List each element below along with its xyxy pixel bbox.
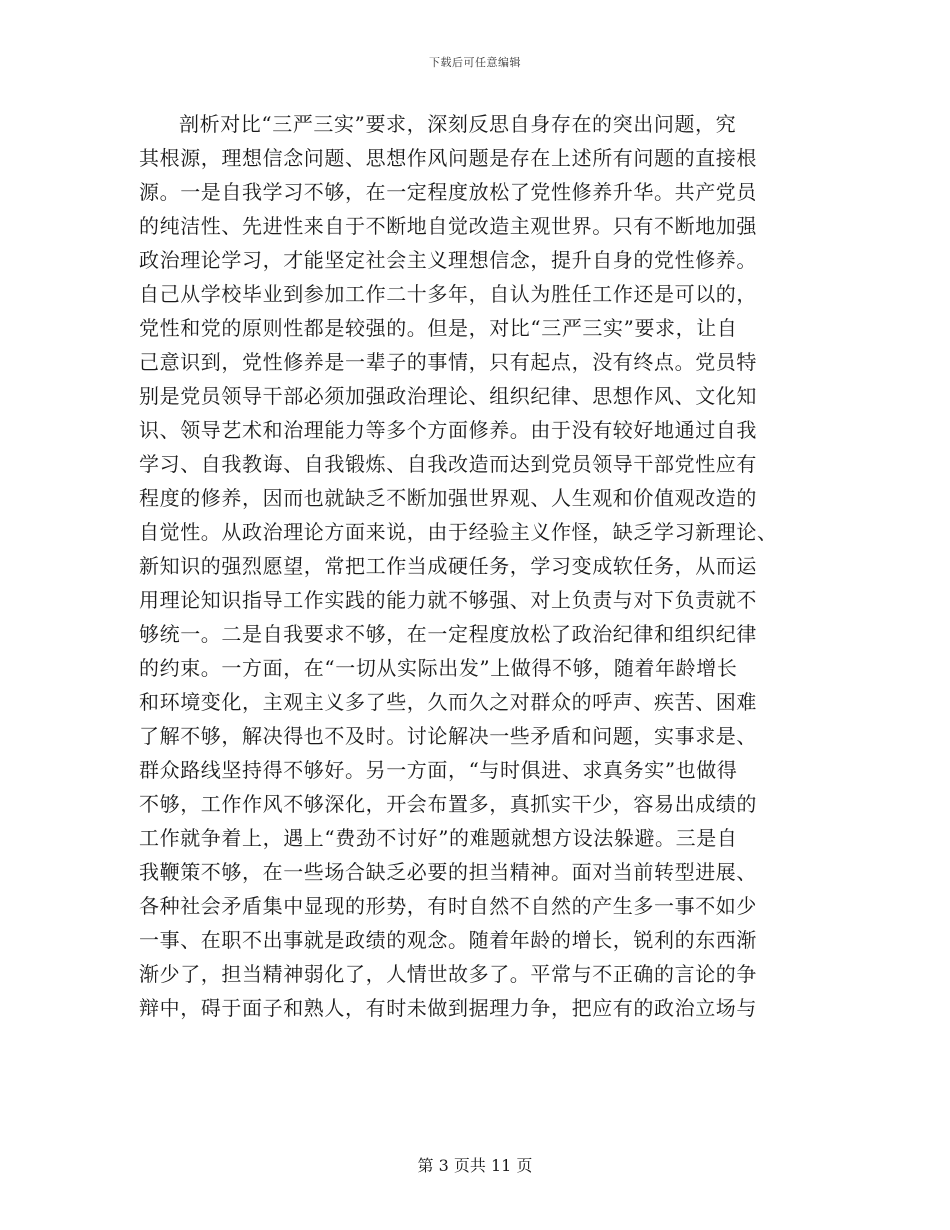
body-line: 识、领导艺术和治理能力等多个方面修养。由于没有较好地通过自我 xyxy=(139,418,757,442)
body-line: 和环境变化，主观主义多了些，久而久之对群众的呼声、疾苦、困难 xyxy=(139,690,757,714)
body-line: 我鞭策不够，在一些场合缺乏必要的担当精神。面对当前转型进展、 xyxy=(139,860,757,884)
body-line: 够统一。二是自我要求不够，在一定程度放松了政治纪律和组织纪律 xyxy=(139,622,757,646)
body-line: 用理论知识指导工作实践的能力就不够强、对上负责与对下负责就不 xyxy=(139,588,757,612)
page-header: 下载后可任意编辑 xyxy=(429,56,521,69)
body-line: 源。一是自我学习不够，在一定程度放松了党性修养升华。共产党员 xyxy=(139,180,757,204)
body-line: 一事、在职不出事就是政绩的观念。随着年龄的增长，锐利的东西渐 xyxy=(139,928,757,952)
body-line: 政治理论学习，才能坚定社会主义理想信念，提升自身的党性修养。 xyxy=(139,248,757,272)
body-line: 学习、自我教诲、自我锻炼、自我改造而达到党员领导干部党性应有 xyxy=(139,452,757,476)
body-line: 的约束。一方面，在“一切从实际出发”上做得不够，随着年龄增长 xyxy=(139,656,738,680)
body-line: 己意识到，党性修养是一辈子的事情，只有起点，没有终点。党员特 xyxy=(139,350,757,374)
body-line: 不够，工作作风不够深化，开会布置多，真抓实干少，容易出成绩的 xyxy=(139,792,757,816)
body-line: 别是党员领导干部必须加强政治理论、组织纪律、思想作风、文化知 xyxy=(139,384,757,408)
body-line: 剖析对比“三严三实”要求，深刻反思自身存在的突出问题，究 xyxy=(179,112,737,136)
body-line: 了解不够，解决得也不及时。讨论解决一些矛盾和问题，实事求是、 xyxy=(139,724,757,748)
body-line: 其根源，理想信念问题、思想作风问题是存在上述所有问题的直接根 xyxy=(139,146,757,170)
body-line: 党性和党的原则性都是较强的。但是，对比“三严三实”要求，让自 xyxy=(139,316,738,340)
body-line: 辩中，碍于面子和熟人，有时未做到据理力争，把应有的政治立场与 xyxy=(139,996,757,1020)
body-line: 各种社会矛盾集中显现的形势，有时自然不自然的产生多一事不如少 xyxy=(139,894,757,918)
body-line: 群众路线坚持得不够好。另一方面，“与时俱进、求真务实”也做得 xyxy=(139,758,738,782)
page-number: 第 3 页共 11 页 xyxy=(417,1156,533,1175)
body-line: 的纯洁性、先进性来自于不断地自觉改造主观世界。只有不断地加强 xyxy=(139,214,757,238)
body-line: 工作就争着上，遇上“费劲不讨好”的难题就想方设法躲避。三是自 xyxy=(139,826,738,850)
body-line: 程度的修养，因而也就缺乏不断加强世界观、人生观和价值观改造的 xyxy=(139,486,757,510)
body-line: 新知识的强烈愿望，常把工作当成硬任务，学习变成软任务，从而运 xyxy=(139,554,757,578)
body-line: 渐少了，担当精神弱化了，人情世故多了。平常与不正确的言论的争 xyxy=(139,962,757,986)
body-line: 自觉性。从政治理论方面来说，由于经验主义作怪，缺乏学习新理论、 xyxy=(139,520,778,544)
body-line: 自己从学校毕业到参加工作二十多年，自认为胜任工作还是可以的， xyxy=(139,282,757,306)
body-text xyxy=(139,107,811,1025)
